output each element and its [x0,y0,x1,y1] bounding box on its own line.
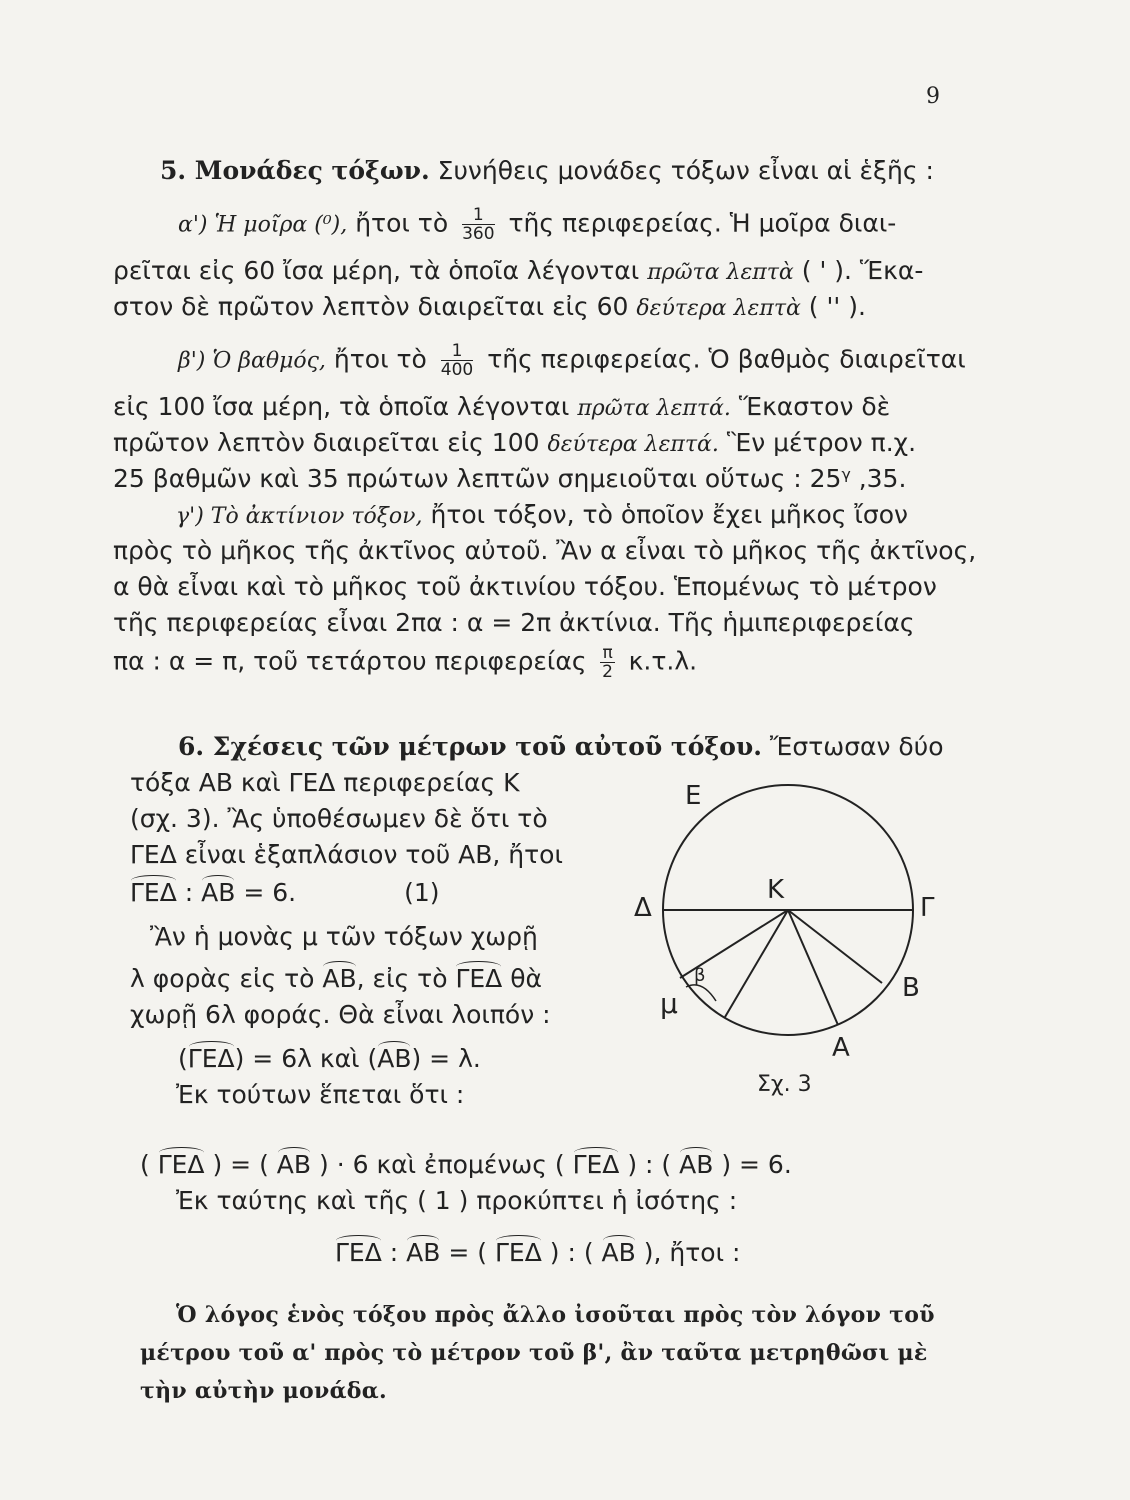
frac-num: π [602,643,613,663]
item-b-label: β') Ὁ βαθμός, [178,348,326,374]
label-g: Γ [920,893,935,923]
label-b: Β [902,973,920,1003]
conclusion-line-3: τὴν αὐτὴν μονάδα. [140,1378,387,1404]
arc-ged: ΓΕΔ [187,1044,235,1073]
section-5-heading-line [160,156,934,186]
equation-number: (1) [404,878,440,907]
arc-ged: ΓΕΔ [455,964,503,993]
item-b-line-1 [178,342,966,379]
fraction-1-400 [441,342,473,379]
frac-num: 1 [462,206,494,225]
item-b-line-4: 25 βαθμῶν καὶ 35 πρώτων λεπτῶν σημειοῦται οὕτως : 25ᵞ ,35. [113,464,907,493]
text: στον δὲ πρῶτον λεπτὸν διαιρεῖται εἰς 60 [113,292,629,321]
s6-line-6: Ἂν ἡ μονὰς μ τῶν τόξων χωρῇ [150,922,538,951]
text: ), ἤτοι : [635,1238,741,1267]
text: Ἕκαστον δὲ [738,392,891,421]
text: εἰς 100 ἴσα μέρη, τὰ ὁποῖα λέγονται [113,392,570,421]
label-mu: μ [660,987,678,1020]
arc-ab: ΑΒ [276,1150,312,1179]
fraction-pi-2 [600,644,614,681]
text: ἤτοι τὸ [333,344,427,374]
item-a-text-2: τῆς περιφερείας. Ἡ μοῖρα διαι- [508,208,897,238]
text: τῆς περιφερείας. Ὁ βαθμὸς διαιρεῖται [487,344,966,374]
frac-den: 2 [602,662,613,682]
text: = ( [440,1238,495,1267]
text: θὰ [502,964,542,993]
text: ) = ( [204,1150,277,1179]
text: ἤτοι τόξον, τὸ ὁποῖον ἔχει μῆκος ἴσον [430,500,908,529]
text: ) = λ. [411,1044,481,1073]
radius-k-mu2 [725,910,788,1017]
arc-ged: ΓΕΔ [572,1150,620,1179]
arc-ab: ΑΒ [201,878,236,907]
text: κ.τ.λ. [628,646,698,676]
equation-2 [140,1150,792,1180]
item-c-line-5 [113,644,697,681]
radius-ka [788,910,838,1025]
arc-ab: ΑΒ [377,1044,412,1073]
text: ( [178,1044,188,1073]
arc-ged: ΓΕΔ [494,1238,542,1267]
s6-line-2: τόξα ΑΒ καὶ ΓΕΔ περιφερείας Κ [130,768,520,797]
item-c-line-3: α θὰ εἶναι καὶ τὸ μῆκος τοῦ ἀκτινίου τόξου. Ἑπομένως τὸ μέτρον [113,572,937,601]
item-b-line-3 [113,428,916,460]
radius-kb [788,910,882,983]
text: λ φορὰς εἰς τὸ [130,964,323,993]
arc-ab: ΑΒ [601,1238,636,1267]
equation-3 [335,1238,740,1268]
item-a-line-2 [113,256,923,288]
text: ) : ( [541,1238,602,1267]
s6-line-7 [130,964,542,994]
text: ( [140,1150,158,1179]
item-a-line-1 [178,206,896,243]
item-a-text: ἤτοι τὸ [355,208,449,238]
section-6-heading: 6. Σχέσεις τῶν μέτρων τοῦ αὐτοῦ τόξου. [178,732,762,761]
arc-ab: ΑΒ [679,1150,714,1179]
arc-ab: ΑΒ [322,964,357,993]
figure-3 [620,765,990,1105]
s6-line-9 [178,1044,481,1074]
section-5-intro: Συνήθεις μονάδες τόξων εἶναι αἱ ἑξῆς : [437,156,934,185]
text: ( ' ). Ἕκα- [801,256,924,285]
text: : [176,878,202,907]
item-b-line-2 [113,392,890,424]
s6-line-12: Ἐκ ταύτης καὶ τῆς ( 1 ) προκύπτει ἡ ἰσότης : [176,1186,738,1215]
item-c-line-4: τῆς περιφερείας εἶναι 2πα : α = 2π ἀκτίνια. Τῆς ἡμιπεριφερείας [113,608,915,637]
item-c-label: γ') Τὸ ἀκτίνιον τόξον, [176,504,423,529]
s6-line-3: (σχ. 3). Ἂς ὑποθέσωμεν δὲ ὅτι τὸ [130,804,548,833]
fraction-1-360 [462,206,494,243]
text: πα : α = π, τοῦ τετάρτου περιφερείας [113,646,587,676]
term-second-minutes: δεύτερα λεπτά. [547,432,719,457]
text: ) · 6 καὶ ἐπομένως ( [311,1150,573,1179]
s6-line-10: Ἐκ τούτων ἕπεται ὅτι : [176,1080,465,1109]
text: ) : ( [619,1150,680,1179]
item-a-label: α') Ἡ μοῖρα (⁰), [178,212,348,238]
item-a-line-3 [113,292,866,324]
text: : [381,1238,407,1267]
figure-caption: Σχ. 3 [757,1072,812,1097]
text: πρῶτον λεπτὸν διαιρεῖται εἰς 100 [113,428,540,457]
text: ) = 6λ καὶ ( [234,1044,378,1073]
text: Ἔστωσαν δύο [769,732,944,761]
text: ( '' ). [808,292,866,321]
s6-line-4: ΓΕΔ εἶναι ἑξαπλάσιον τοῦ ΑΒ, ἤτοι [130,840,563,869]
arc-ged: ΓΕΔ [130,878,177,907]
term-second-minutes: δεύτερα λεπτὰ [636,296,801,321]
frac-den: 360 [462,224,495,244]
term-first-minutes: πρῶτα λεπτά. [577,396,731,421]
label-beta: β [694,965,706,986]
text: Ἓν μέτρον π.χ. [726,428,917,457]
label-e: Ε [685,781,702,811]
conclusion-line-2: μέτρου τοῦ α' πρὸς τὸ μέτρον τοῦ β', ἂν ταῦτα μετρηθῶσι μὲ [140,1340,928,1366]
text: ρεῖται εἰς 60 ἴσα μέρη, τὰ ὁποῖα λέγονται [113,256,640,285]
s6-line-8: χωρῇ 6λ φοράς. Θὰ εἶναι λοιπόν : [130,1000,551,1029]
arc-ab: ΑΒ [406,1238,441,1267]
item-c-line-2: πρὸς τὸ μῆκος τῆς ἀκτῖνος αὐτοῦ. Ἂν α εἶναι τὸ μῆκος τῆς ἀκτῖνος, [113,536,977,565]
page-number: 9 [926,84,940,109]
frac-den: 400 [440,360,474,380]
frac-num: 1 [441,342,473,361]
section-5-heading: 5. Μονάδες τόξων. [160,156,430,185]
text: = 6. [235,878,297,907]
arc-ged: ΓΕΔ [335,1238,382,1267]
text: , εἰς τὸ [356,964,456,993]
label-a: Α [832,1033,850,1063]
text: ) = 6. [713,1150,792,1179]
circle-diagram [620,765,990,1105]
term-first-minutes: πρῶτα λεπτὰ [647,260,794,285]
arc-ged: ΓΕΔ [157,1150,205,1179]
conclusion-line-1: Ὁ λόγος ἑνὸς τόξου πρὸς ἄλλο ἰσοῦται πρὸς τὸν λόγον τοῦ [176,1302,935,1328]
item-c-line-1 [176,500,908,532]
section-6-heading-line [178,732,944,762]
label-k: Κ [767,875,785,905]
label-d: Δ [634,893,652,923]
equation-1 [130,878,440,908]
